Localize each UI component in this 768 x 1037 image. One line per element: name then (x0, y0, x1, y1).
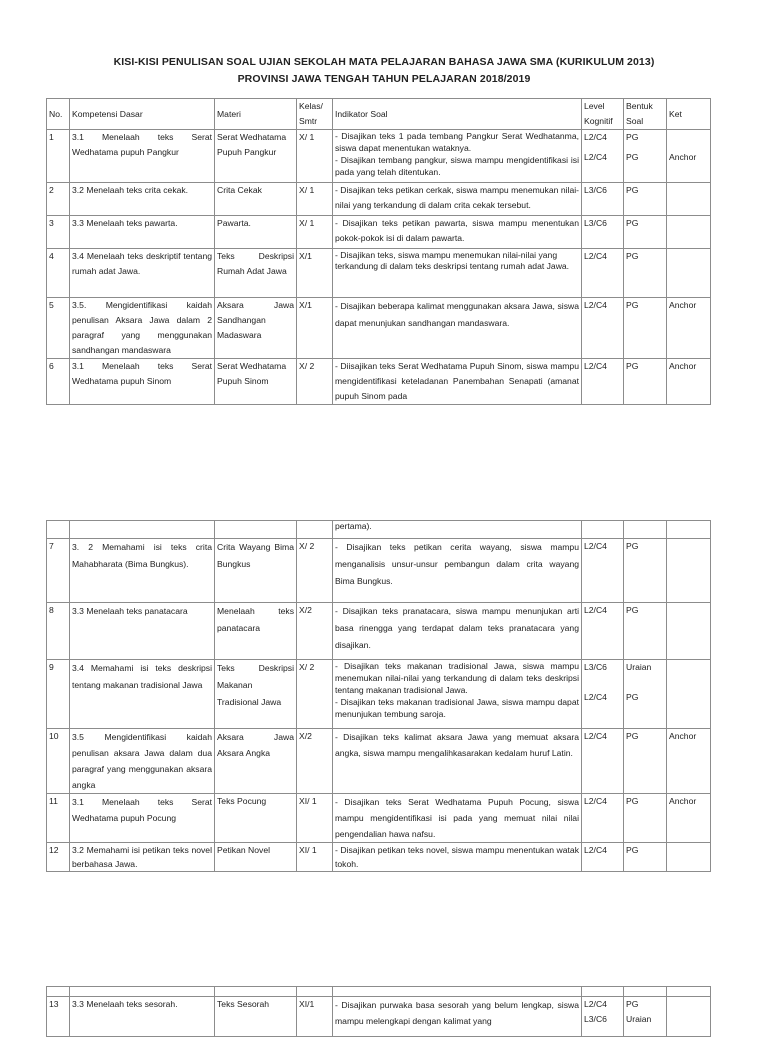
table-row (47, 521, 711, 539)
cell-no: 12 (47, 843, 70, 872)
cell-kelas: X/ 2 (297, 539, 333, 603)
cell-materi: Teks Deskripsi Makanan Tradisional Jawa (215, 660, 297, 729)
table-row (47, 729, 711, 794)
cell-level: L2/C4 L2/C4 (582, 130, 624, 183)
cell-ket: Anchor (667, 298, 711, 359)
cell-kelas: X/ 1 (297, 216, 333, 249)
header-ket: Ket (667, 99, 711, 130)
cell-ket (667, 603, 711, 660)
cell-indikator: - Disajikan teks 1 pada tembang Pangkur Serat Wedhatanma, siswa dapat menentukan wataknya. - Disajikan tembang pangkur, siswa mampu mengidentifikasi isi pada yang telah ditentukan. (333, 130, 582, 183)
cell-level: L2/C4 (582, 729, 624, 794)
cell-level: L2/C4 (582, 359, 624, 405)
cell-kompetensi-dasar: 3.4 Memahami isi teks deskripsi tentang makanan tradisional Jawa (70, 660, 215, 729)
table-row (47, 359, 711, 405)
cell-level: L2/C4 (582, 794, 624, 843)
cell-indikator: - Disajikan teks Serat Wedhatama Pupuh Pocung, siswa mampu mengidentifikasi isi pada yang memuat nilai nilai pengendalian hawa nafsu. (333, 794, 582, 843)
cell-materi: Crita Cekak (215, 183, 297, 216)
cell-materi: Crita Wayang Bima Bungkus (215, 539, 297, 603)
table-row (47, 130, 711, 183)
cell-ket: Anchor (667, 359, 711, 405)
cell-indikator: - Disajikan purwaka basa sesorah yang belum lengkap, siswa mampu melengkapi dengan kalimat yang (333, 997, 582, 1037)
cell-indikator: pertama). (333, 521, 582, 539)
cell-ket (667, 249, 711, 298)
cell-kompetensi-dasar: 3.1 Menelaah teks Serat Wedhatama pupuh Sinom (70, 359, 215, 405)
cell-kelas: X/2 (297, 603, 333, 660)
cell-materi: Teks Sesorah (215, 997, 297, 1037)
cell-no: 7 (47, 539, 70, 603)
cell-indikator: - Disajikan teks petikan pawarta, siswa mampu menentukan pokok-pokok isi di dalam pawarta. (333, 216, 582, 249)
cell-kompetensi-dasar: 3.5 Mengidentifikasi kaidah penulisan aksara Jawa dalam dua paragraf yang menggunakan aksara angka (70, 729, 215, 794)
cell-indikator: - Disajikan teks, siswa mampu menemukan nilai-nilai yang terkandung di dalam teks deskripsi tentang rumah adat Jawa. (333, 249, 582, 298)
table-row (47, 183, 711, 216)
cell-kompetensi-dasar: 3.2 Memahami isi petikan teks novel berbahasa Jawa. (70, 843, 215, 872)
cell-bentuk: PG (624, 216, 667, 249)
cell-kompetensi-dasar (70, 521, 215, 539)
cell-kompetensi-dasar: 3.1 Menelaah teks Serat Wedhatama pupuh Pocung (70, 794, 215, 843)
table-row (47, 987, 711, 997)
table-row (47, 660, 711, 729)
cell-ket: Anchor (667, 794, 711, 843)
cell-kelas: XI/1 (297, 997, 333, 1037)
cell-level: L2/C4 L3/C6 (582, 997, 624, 1037)
cell-materi: Pawarta. (215, 216, 297, 249)
cell-bentuk: PG PG (624, 130, 667, 183)
cell-ket (667, 183, 711, 216)
header-no: No. (47, 99, 70, 130)
cell-no: 3 (47, 216, 70, 249)
kisi-kisi-table-page-1 (46, 98, 711, 405)
cell-kelas: X/1 (297, 298, 333, 359)
cell-kelas: X/2 (297, 729, 333, 794)
cell-indikator: - Disajikan beberapa kalimat menggunakan aksara Jawa, siswa dapat menunjukan sandhangan mandaswara. (333, 298, 582, 359)
cell-kelas: X/ 1 (297, 183, 333, 216)
cell-indikator: - Disajikan teks petikan cerita wayang, siswa mampu menganalisis unsur-unsur pembangun dalam crita wayang Bima Bungkus. (333, 539, 582, 603)
cell-level: L2/C4 (582, 539, 624, 603)
cell-kompetensi-dasar: 3.2 Menelaah teks crita cekak. (70, 183, 215, 216)
header-bentuk-soal: Bentuk Soal (624, 99, 667, 130)
table-row (47, 603, 711, 660)
cell-materi: Aksara Jawa Aksara Angka (215, 729, 297, 794)
cell-no: 10 (47, 729, 70, 794)
cell-indikator: - Disajikan teks pranatacara, siswa mampu menunjukan arti basa rinengga yang terdapat dalam teks pranatacara yang disajikan. (333, 603, 582, 660)
header-level-kognitif: Level Kognitif (582, 99, 624, 130)
table-row (47, 298, 711, 359)
table-row (47, 843, 711, 872)
kisi-kisi-table-page-2 (46, 520, 711, 872)
cell-bentuk: Uraian PG (624, 660, 667, 729)
cell-ket (667, 660, 711, 729)
table-row (47, 249, 711, 298)
cell-no: 11 (47, 794, 70, 843)
cell-no: 6 (47, 359, 70, 405)
cell-kelas: XI/ 1 (297, 794, 333, 843)
cell-level: L2/C4 (582, 843, 624, 872)
cell-materi: Serat Wedhatama Pupuh Sinom (215, 359, 297, 405)
header-materi: Materi (215, 99, 297, 130)
cell-bentuk: PG (624, 603, 667, 660)
cell-bentuk: PG Uraian (624, 997, 667, 1037)
cell-kelas (297, 521, 333, 539)
cell-materi: Menelaah teks panatacara (215, 603, 297, 660)
cell-ket (667, 521, 711, 539)
cell-no (47, 521, 70, 539)
cell-materi (215, 521, 297, 539)
cell-no: 2 (47, 183, 70, 216)
cell-kompetensi-dasar: 3.5. Mengidentifikasi kaidah penulisan Aksara Jawa dalam 2 paragraf yang menggunakan sandhangan mandaswara (70, 298, 215, 359)
cell-kelas: X/ 1 (297, 130, 333, 183)
table-row (47, 997, 711, 1037)
table-header-row (47, 99, 711, 130)
cell-no: 1 (47, 130, 70, 183)
cell-level: L2/C4 (582, 603, 624, 660)
table-row (47, 216, 711, 249)
cell-no: 4 (47, 249, 70, 298)
cell-indikator: - Diisajikan teks Serat Wedhatama Pupuh Sinom, siswa mampu mengidentifikasi keteladanan Panembahan Senapati (amanat pupuh Sinom pada (333, 359, 582, 405)
cell-indikator: - Disajikan petikan teks novel, siswa mampu menentukan watak tokoh. (333, 843, 582, 872)
cell-ket (667, 843, 711, 872)
cell-no: 9 (47, 660, 70, 729)
cell-indikator: - Disajikan teks kalimat aksara Jawa yang memuat aksara angka, siswa mampu mengalihkasarakan kedalam huruf Latin. (333, 729, 582, 794)
table-row (47, 794, 711, 843)
cell-bentuk: PG (624, 249, 667, 298)
header-kelas-smtr: Kelas/ Smtr (297, 99, 333, 130)
cell-bentuk: PG (624, 843, 667, 872)
cell-level: L3/C6 (582, 216, 624, 249)
cell-indikator: - Disajikan teks petikan cerkak, siswa mampu menemukan nilai-nilai yang terkandung di dalam crita cekak tersebut. (333, 183, 582, 216)
cell-level: L2/C4 (582, 298, 624, 359)
cell-kompetensi-dasar: 3.3 Menelaah teks sesorah. (70, 997, 215, 1037)
cell-level: L3/C6 L2/C4 (582, 660, 624, 729)
cell-ket: Anchor (667, 130, 711, 183)
cell-materi: Serat Wedhatama Pupuh Pangkur (215, 130, 297, 183)
cell-materi: Aksara Jawa Sandhangan Madaswara (215, 298, 297, 359)
cell-bentuk: PG (624, 539, 667, 603)
cell-level (582, 521, 624, 539)
cell-bentuk (624, 521, 667, 539)
cell-kelas: X/ 2 (297, 359, 333, 405)
cell-kompetensi-dasar: 3. 2 Memahami isi teks crita Mahabharata (Bima Bungkus). (70, 539, 215, 603)
table-row (47, 539, 711, 603)
cell-kompetensi-dasar: 3.3 Menelaah teks pawarta. (70, 216, 215, 249)
cell-kompetensi-dasar: 3.4 Menelaah teks deskriptif tentang rumah adat Jawa. (70, 249, 215, 298)
cell-kelas: XI/ 1 (297, 843, 333, 872)
document-subtitle: PROVINSI JAWA TENGAH TAHUN PELAJARAN 2018/2019 (237, 73, 531, 85)
cell-kelas: X/ 2 (297, 660, 333, 729)
cell-ket (667, 216, 711, 249)
cell-materi: Petikan Novel (215, 843, 297, 872)
cell-materi: Teks Pocung (215, 794, 297, 843)
cell-ket (667, 997, 711, 1037)
cell-indikator: - Disajikan teks makanan tradisional Jawa, siswa mampu menemukan nilai-nilai yang terkandung di dalam teks deskripsi tentang makanan tradisional Jawa. - Disajikan teks makanan tradisional Jawa, siswa mampu dapat menunjukan tembung saroja. (333, 660, 582, 729)
header-kompetensi-dasar: Kompetensi Dasar (70, 99, 215, 130)
cell-level: L3/C6 (582, 183, 624, 216)
cell-bentuk: PG (624, 183, 667, 216)
cell-bentuk: PG (624, 298, 667, 359)
cell-ket (667, 539, 711, 603)
cell-bentuk: PG (624, 359, 667, 405)
cell-ket: Anchor (667, 729, 711, 794)
cell-no: 8 (47, 603, 70, 660)
cell-level: L2/C4 (582, 249, 624, 298)
cell-bentuk: PG (624, 794, 667, 843)
header-indikator-soal: Indikator Soal (333, 99, 582, 130)
cell-kompetensi-dasar: 3.1 Menelaah teks Serat Wedhatama pupuh Pangkur (70, 130, 215, 183)
cell-kompetensi-dasar: 3.3 Menelaah teks panatacara (70, 603, 215, 660)
cell-bentuk: PG (624, 729, 667, 794)
cell-materi: Teks Deskripsi Rumah Adat Jawa (215, 249, 297, 298)
cell-kelas: X/1 (297, 249, 333, 298)
cell-no: 13 (47, 997, 70, 1037)
kisi-kisi-table-page-3 (46, 986, 711, 1037)
cell-no: 5 (47, 298, 70, 359)
document-title: KISI-KISI PENULISAN SOAL UJIAN SEKOLAH MATA PELAJARAN BAHASA JAWA SMA (KURIKULUM 2013) (113, 56, 655, 68)
